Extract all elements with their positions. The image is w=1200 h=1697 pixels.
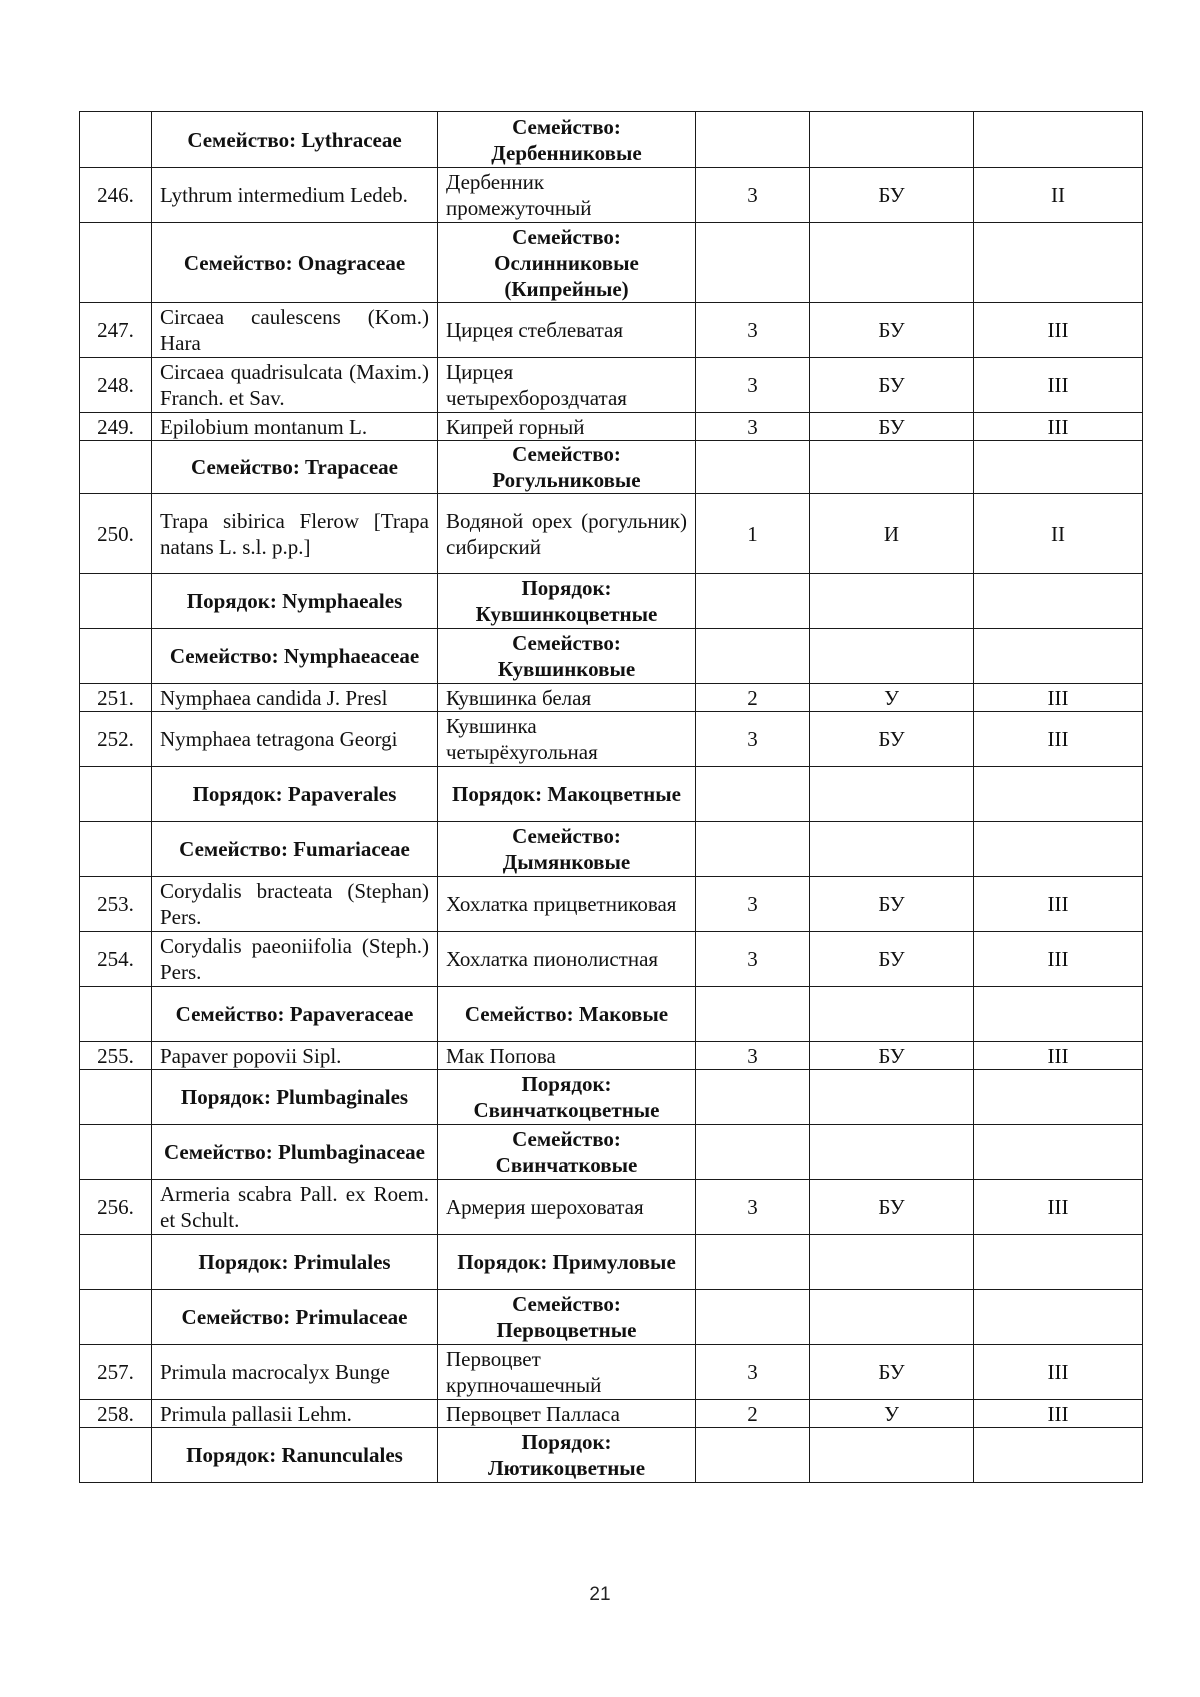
priority-cell — [974, 223, 1143, 303]
row-number-cell — [80, 629, 152, 684]
rarity-category: 3 — [696, 1180, 810, 1235]
status-code: БУ — [810, 168, 974, 223]
priority-cell — [974, 441, 1143, 494]
category-cell — [696, 1125, 810, 1180]
status-code: У — [810, 1400, 974, 1428]
status-cell — [810, 1070, 974, 1125]
row-number: 254. — [80, 932, 152, 987]
row-number-cell — [80, 1070, 152, 1125]
russian-name: Первоцвет крупночашечный — [438, 1345, 696, 1400]
status-cell — [810, 574, 974, 629]
taxon-russian-header: Порядок: Кувшинкоцветные — [438, 574, 696, 629]
page-number: 21 — [589, 1584, 611, 1605]
status-code: БУ — [810, 413, 974, 441]
species-row — [80, 1042, 1143, 1070]
taxon-header-row — [80, 822, 1143, 877]
rarity-category: 3 — [696, 877, 810, 932]
latin-name: Epilobium montanum L. — [152, 413, 438, 441]
priority-class: III — [974, 1042, 1143, 1070]
status-code: БУ — [810, 932, 974, 987]
species-row — [80, 877, 1143, 932]
latin-name: Papaver popovii Sipl. — [152, 1042, 438, 1070]
category-cell — [696, 574, 810, 629]
latin-name: Lythrum intermedium Ledeb. — [152, 168, 438, 223]
priority-cell — [974, 1125, 1143, 1180]
priority-class: III — [974, 1400, 1143, 1428]
latin-name: Circaea quadrisulcata (Maxim.) Franch. et Sav. — [152, 358, 438, 413]
priority-cell — [974, 1290, 1143, 1345]
latin-name: Armeria scabra Pall. ex Roem. et Schult. — [152, 1180, 438, 1235]
taxon-latin-header: Порядок: Plumbaginales — [152, 1070, 438, 1125]
status-cell — [810, 822, 974, 877]
taxon-russian-header: Семейство: Маковые — [438, 987, 696, 1042]
row-number-cell — [80, 1428, 152, 1483]
status-cell — [810, 441, 974, 494]
species-row — [80, 684, 1143, 712]
priority-class: III — [974, 1345, 1143, 1400]
status-code: БУ — [810, 303, 974, 358]
row-number: 249. — [80, 413, 152, 441]
latin-name: Corydalis paeoniifolia (Steph.) Pers. — [152, 932, 438, 987]
row-number-cell — [80, 1290, 152, 1345]
row-number-cell — [80, 1125, 152, 1180]
taxon-header-row — [80, 441, 1143, 494]
category-cell — [696, 822, 810, 877]
taxon-latin-header: Семейство: Onagraceae — [152, 223, 438, 303]
latin-name: Nymphaea candida J. Presl — [152, 684, 438, 712]
taxon-header-row — [80, 767, 1143, 822]
status-code: И — [810, 494, 974, 574]
priority-cell — [974, 822, 1143, 877]
priority-class: III — [974, 413, 1143, 441]
rarity-category: 3 — [696, 1042, 810, 1070]
taxon-header-row — [80, 1235, 1143, 1290]
rarity-category: 3 — [696, 303, 810, 358]
taxon-latin-header: Порядок: Primulales — [152, 1235, 438, 1290]
status-code: БУ — [810, 1345, 974, 1400]
row-number-cell — [80, 822, 152, 877]
category-cell — [696, 1235, 810, 1290]
status-cell — [810, 1125, 974, 1180]
taxon-header-row — [80, 1428, 1143, 1483]
russian-name: Дербенник промежуточный — [438, 168, 696, 223]
row-number: 246. — [80, 168, 152, 223]
species-row — [80, 413, 1143, 441]
status-code: БУ — [810, 1180, 974, 1235]
status-cell — [810, 987, 974, 1042]
status-cell — [810, 112, 974, 168]
species-row — [80, 1400, 1143, 1428]
category-cell — [696, 987, 810, 1042]
taxon-russian-header: Порядок: Примуловые — [438, 1235, 696, 1290]
species-table-body — [80, 112, 1143, 1483]
priority-cell — [974, 112, 1143, 168]
row-number-cell — [80, 223, 152, 303]
priority-cell — [974, 574, 1143, 629]
priority-class: III — [974, 712, 1143, 767]
species-row — [80, 358, 1143, 413]
status-code: БУ — [810, 712, 974, 767]
taxon-russian-header: Семейство: Первоцветные — [438, 1290, 696, 1345]
rarity-category: 2 — [696, 1400, 810, 1428]
priority-cell — [974, 629, 1143, 684]
russian-name: Кувшинка белая — [438, 684, 696, 712]
latin-name: Corydalis bracteata (Stephan) Pers. — [152, 877, 438, 932]
priority-class: III — [974, 932, 1143, 987]
row-number-cell — [80, 441, 152, 494]
rarity-category: 3 — [696, 358, 810, 413]
status-code: БУ — [810, 1042, 974, 1070]
priority-cell — [974, 987, 1143, 1042]
russian-name: Хохлатка прицветниковая — [438, 877, 696, 932]
russian-name: Хохлатка пионолистная — [438, 932, 696, 987]
row-number-cell — [80, 767, 152, 822]
status-code: БУ — [810, 358, 974, 413]
taxon-header-row — [80, 574, 1143, 629]
latin-name: Circaea caulescens (Kom.) Hara — [152, 303, 438, 358]
row-number: 253. — [80, 877, 152, 932]
rarity-category: 3 — [696, 712, 810, 767]
rarity-category: 3 — [696, 932, 810, 987]
priority-class: III — [974, 303, 1143, 358]
category-cell — [696, 112, 810, 168]
row-number: 256. — [80, 1180, 152, 1235]
taxon-russian-header: Порядок: Лютикоцветные — [438, 1428, 696, 1483]
species-row — [80, 932, 1143, 987]
category-cell — [696, 441, 810, 494]
russian-name: Кипрей горный — [438, 413, 696, 441]
row-number-cell — [80, 112, 152, 168]
taxon-russian-header: Семейство: Рогульниковые — [438, 441, 696, 494]
russian-name: Армерия шероховатая — [438, 1180, 696, 1235]
row-number: 257. — [80, 1345, 152, 1400]
status-code: БУ — [810, 877, 974, 932]
species-row — [80, 1345, 1143, 1400]
status-cell — [810, 1428, 974, 1483]
taxon-latin-header: Семейство: Trapaceae — [152, 441, 438, 494]
status-cell — [810, 1235, 974, 1290]
category-cell — [696, 1070, 810, 1125]
species-table — [79, 111, 1143, 1483]
latin-name: Primula macrocalyx Bunge — [152, 1345, 438, 1400]
priority-cell — [974, 767, 1143, 822]
taxon-header-row — [80, 1290, 1143, 1345]
species-row — [80, 712, 1143, 767]
row-number: 252. — [80, 712, 152, 767]
status-cell — [810, 629, 974, 684]
row-number: 251. — [80, 684, 152, 712]
species-row — [80, 168, 1143, 223]
species-row — [80, 494, 1143, 574]
taxon-latin-header: Семейство: Fumariaceae — [152, 822, 438, 877]
status-cell — [810, 767, 974, 822]
taxon-russian-header: Семейство: Ослинниковые (Кипрейные) — [438, 223, 696, 303]
russian-name: Первоцвет Палласа — [438, 1400, 696, 1428]
category-cell — [696, 223, 810, 303]
taxon-russian-header: Порядок: Макоцветные — [438, 767, 696, 822]
taxon-header-row — [80, 987, 1143, 1042]
priority-class: II — [974, 494, 1143, 574]
priority-cell — [974, 1070, 1143, 1125]
russian-name: Мак Попова — [438, 1042, 696, 1070]
row-number: 258. — [80, 1400, 152, 1428]
priority-class: III — [974, 358, 1143, 413]
priority-class: III — [974, 877, 1143, 932]
latin-name: Trapa sibirica Flerow [Trapa natans L. s.l. p.p.] — [152, 494, 438, 574]
taxon-latin-header: Семейство: Plumbaginaceae — [152, 1125, 438, 1180]
taxon-russian-header: Порядок: Свинчаткоцветные — [438, 1070, 696, 1125]
status-code: У — [810, 684, 974, 712]
russian-name: Цирцея четырехбороздчатая — [438, 358, 696, 413]
taxon-header-row — [80, 223, 1143, 303]
taxon-russian-header: Семейство: Дымянковые — [438, 822, 696, 877]
taxon-header-row — [80, 1125, 1143, 1180]
taxon-russian-header: Семейство: Кувшинковые — [438, 629, 696, 684]
category-cell — [696, 1428, 810, 1483]
taxon-latin-header: Семейство: Nymphaeaceae — [152, 629, 438, 684]
taxon-header-row — [80, 629, 1143, 684]
row-number-cell — [80, 574, 152, 629]
latin-name: Primula pallasii Lehm. — [152, 1400, 438, 1428]
russian-name: Кувшинка четырёхугольная — [438, 712, 696, 767]
row-number: 255. — [80, 1042, 152, 1070]
row-number-cell — [80, 1235, 152, 1290]
status-cell — [810, 1290, 974, 1345]
rarity-category: 3 — [696, 413, 810, 441]
category-cell — [696, 1290, 810, 1345]
category-cell — [696, 767, 810, 822]
status-cell — [810, 223, 974, 303]
row-number: 248. — [80, 358, 152, 413]
rarity-category: 3 — [696, 168, 810, 223]
priority-class: II — [974, 168, 1143, 223]
taxon-latin-header: Семейство: Papaveraceae — [152, 987, 438, 1042]
priority-class: III — [974, 1180, 1143, 1235]
priority-class: III — [974, 684, 1143, 712]
species-row — [80, 303, 1143, 358]
row-number: 247. — [80, 303, 152, 358]
latin-name: Nymphaea tetragona Georgi — [152, 712, 438, 767]
taxon-latin-header: Семейство: Primulaceae — [152, 1290, 438, 1345]
category-cell — [696, 629, 810, 684]
rarity-category: 1 — [696, 494, 810, 574]
species-row — [80, 1180, 1143, 1235]
taxon-latin-header: Порядок: Papaverales — [152, 767, 438, 822]
taxon-latin-header: Порядок: Nymphaeales — [152, 574, 438, 629]
russian-name: Водяной орех (рогульник) сибирский — [438, 494, 696, 574]
taxon-latin-header: Порядок: Ranunculales — [152, 1428, 438, 1483]
taxon-latin-header: Семейство: Lythraceae — [152, 112, 438, 168]
rarity-category: 2 — [696, 684, 810, 712]
taxon-header-row — [80, 112, 1143, 168]
taxon-russian-header: Семейство: Дербенниковые — [438, 112, 696, 168]
priority-cell — [974, 1428, 1143, 1483]
taxon-header-row — [80, 1070, 1143, 1125]
row-number: 250. — [80, 494, 152, 574]
row-number-cell — [80, 987, 152, 1042]
rarity-category: 3 — [696, 1345, 810, 1400]
priority-cell — [974, 1235, 1143, 1290]
taxon-russian-header: Семейство: Свинчатковые — [438, 1125, 696, 1180]
russian-name: Цирцея стеблеватая — [438, 303, 696, 358]
